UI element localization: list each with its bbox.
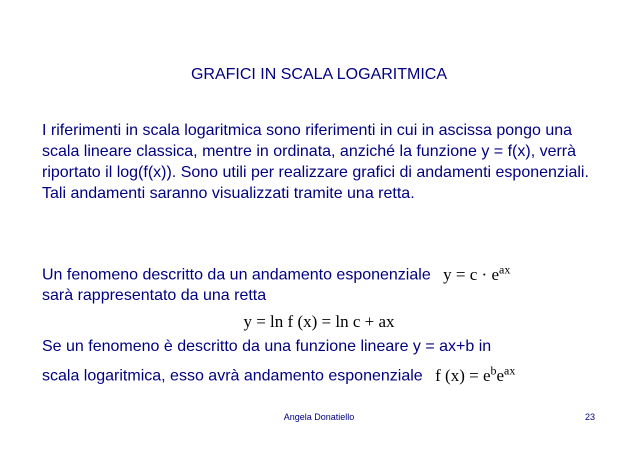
- exponential-formula: [443, 262, 511, 284]
- exponential-line: [42, 262, 510, 285]
- exponential-formula-exponent: ax: [499, 262, 511, 276]
- slide-title: GRAFICI IN SCALA LOGARITMICA: [190, 66, 448, 83]
- exponential-formula-base: y = c · e: [443, 264, 500, 284]
- result-formula-exp1: b: [490, 363, 497, 377]
- page-number: 23: [585, 412, 596, 422]
- exponential-result-text: scala logaritmica, esso avrà andamento esponenziale: [42, 367, 423, 385]
- exponential-text: Un fenomeno descritto da un andamento esponenziale: [42, 266, 431, 284]
- result-formula-base: f (x) = e: [435, 365, 491, 385]
- exponential-result-formula: [435, 363, 516, 385]
- log-formula: y = ln f (x) = ln c + ax: [243, 312, 395, 331]
- line-represented-text: sarà rappresentato da una retta: [42, 287, 267, 304]
- result-formula-exp2: ax: [504, 363, 516, 377]
- linear-function-text: Se un fenomeno è descritto da una funzione lineare y = ax+b in: [42, 338, 492, 355]
- exponential-result-line: [42, 363, 515, 386]
- footer-author: Angela Donatiello: [283, 412, 355, 422]
- intro-paragraph: I riferimenti in scala logaritmica sono riferimenti in cui in ascissa pongo una scala lineare classica, mentre in ordinata, anziché la funzione y = f(x), verrà riportato il log(f(x)). Sono utili per realizzare grafici di andamenti esponenziali. Tali andamenti saranno visualizzati tramite una retta.: [42, 122, 589, 202]
- result-formula-mid: e: [496, 365, 505, 385]
